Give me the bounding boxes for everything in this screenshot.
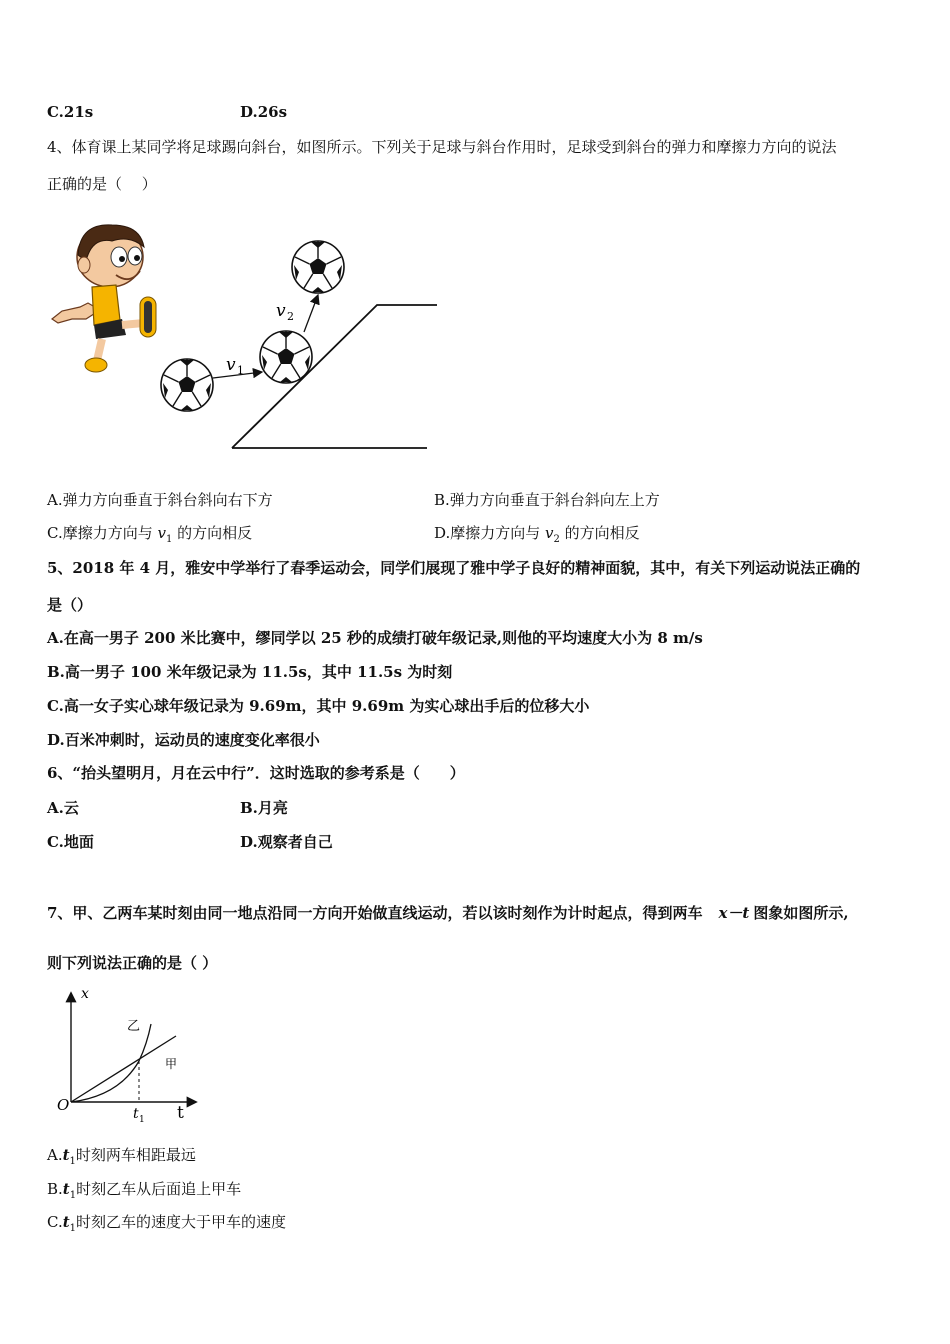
q3-option-c: C.21s — [47, 103, 94, 121]
boy-illustration — [52, 225, 156, 372]
q7-option-a-sub: 1 — [69, 1156, 76, 1167]
q4-option-a: A.弹力方向垂直于斜台斜向右下方 — [47, 491, 273, 509]
q6-option-c: C.地面 — [47, 833, 94, 851]
q4-option-c-text: C.摩擦力方向与 — [47, 524, 158, 542]
q5-option-a: A.在高一男子 200 米比赛中，缪同学以 25 秒的成绩打破年级记录,则他的平均速度大小为 8 m/s — [47, 629, 703, 647]
q7-option-b-var: t — [62, 1180, 70, 1198]
graph-t-label: t — [177, 1103, 184, 1123]
q6-option-a: A.云 — [47, 799, 79, 817]
q7-option-b-text: 时刻乙车从后面追上甲车 — [76, 1180, 242, 1198]
q4-option-d — [434, 523, 640, 550]
q6-stem: 6、“抬头望明月，月在云中行”．这时选取的参考系是（ ） — [47, 764, 465, 782]
q5-option-c: C.高一女子实心球年级记录为 9.69m，其中 9.69m 为实心球出手后的位移大小 — [47, 697, 590, 715]
graph-yi-label: 乙 — [127, 1019, 141, 1034]
q4-option-d-tail: 的方向相反 — [559, 524, 640, 542]
curve-jia-line — [71, 1036, 176, 1102]
q4-figure — [40, 215, 490, 465]
q4-option-d-text: D.摩擦力方向与 — [434, 524, 546, 542]
q7-option-b-letter: B. — [47, 1180, 63, 1198]
q4-option-d-var: v — [545, 524, 554, 542]
q5-stem-line2: 是（） — [47, 596, 93, 614]
graph-t1-label: t — [133, 1106, 139, 1122]
q7-option-b — [47, 1179, 241, 1206]
q3-option-d: D.26s — [240, 103, 288, 121]
ball-contact — [260, 331, 312, 383]
graph-jia-label: 甲 — [165, 1057, 178, 1071]
q7-stem-line1-tail: 图象如图所示, — [753, 904, 849, 922]
graph-origin-label: O — [57, 1096, 70, 1114]
q7-option-c-text: 时刻乙车的速度大于甲车的速度 — [76, 1213, 287, 1231]
q4-option-c — [47, 523, 252, 550]
q4-stem-line1: 4、体育课上某同学将足球踢向斜台，如图所示。下列关于足球与斜台作用时，足球受到斜台的弹力和摩擦力方向的说法 — [47, 138, 837, 156]
v1-subscript: 1 — [237, 364, 244, 377]
graph-x-label: x — [81, 986, 89, 1002]
ramp — [232, 305, 437, 448]
q4-option-d-sub: 2 — [553, 534, 560, 545]
q7-option-a-text: 时刻两车相距最远 — [75, 1146, 196, 1164]
q7-option-c — [47, 1212, 286, 1239]
q7-stem-line1-text: 7、甲、乙两车某时刻由同一地点沿同一方向开始做直线运动，若以该时刻作为计时起点，得到两车 — [47, 904, 703, 922]
q7-option-c-sub: 1 — [69, 1223, 77, 1234]
q7-xt-graph — [45, 988, 205, 1123]
q4-stem-line2: 正确的是（ ） — [47, 175, 157, 193]
graph-t1-subscript: 1 — [139, 1115, 145, 1125]
ball-before — [161, 359, 213, 411]
q7-option-c-var: t — [62, 1213, 70, 1231]
q7-option-b-sub: 1 — [69, 1190, 77, 1201]
q7-option-a-letter: A. — [47, 1146, 63, 1164]
v2-arrow — [304, 295, 318, 332]
v2-subscript: 2 — [287, 310, 294, 323]
ball-after — [292, 241, 344, 293]
v2-label: v — [276, 301, 286, 321]
q7-math-xt: x－t — [718, 904, 750, 922]
q7-option-c-letter: C. — [47, 1213, 63, 1231]
q4-option-c-tail: 的方向相反 — [172, 524, 253, 542]
v1-label: v — [226, 355, 236, 375]
q7-stem-line1 — [47, 903, 849, 923]
q5-stem-line1: 5、2018 年 4 月，雅安中学举行了春季运动会，同学们展现了雅中学子良好的精神面貌，其中，有关下列运动说法正确的 — [47, 559, 861, 577]
q4-option-c-var: v — [157, 524, 166, 542]
q5-option-b: B.高一男子 100 米年级记录为 11.5s，其中 11.5s 为时刻 — [47, 663, 453, 681]
q7-option-a-var: t — [62, 1146, 70, 1164]
q4-option-c-sub: 1 — [165, 534, 173, 545]
q5-option-d: D.百米冲刺时，运动员的速度变化率很小 — [47, 731, 320, 749]
q6-option-d: D.观察者自己 — [240, 833, 333, 851]
q4-option-b: B.弹力方向垂直于斜台斜向左上方 — [434, 491, 660, 509]
q7-option-a — [47, 1145, 196, 1172]
q7-stem-line2: 则下列说法正确的是（ ） — [47, 954, 218, 972]
q6-option-b: B.月亮 — [240, 799, 288, 817]
